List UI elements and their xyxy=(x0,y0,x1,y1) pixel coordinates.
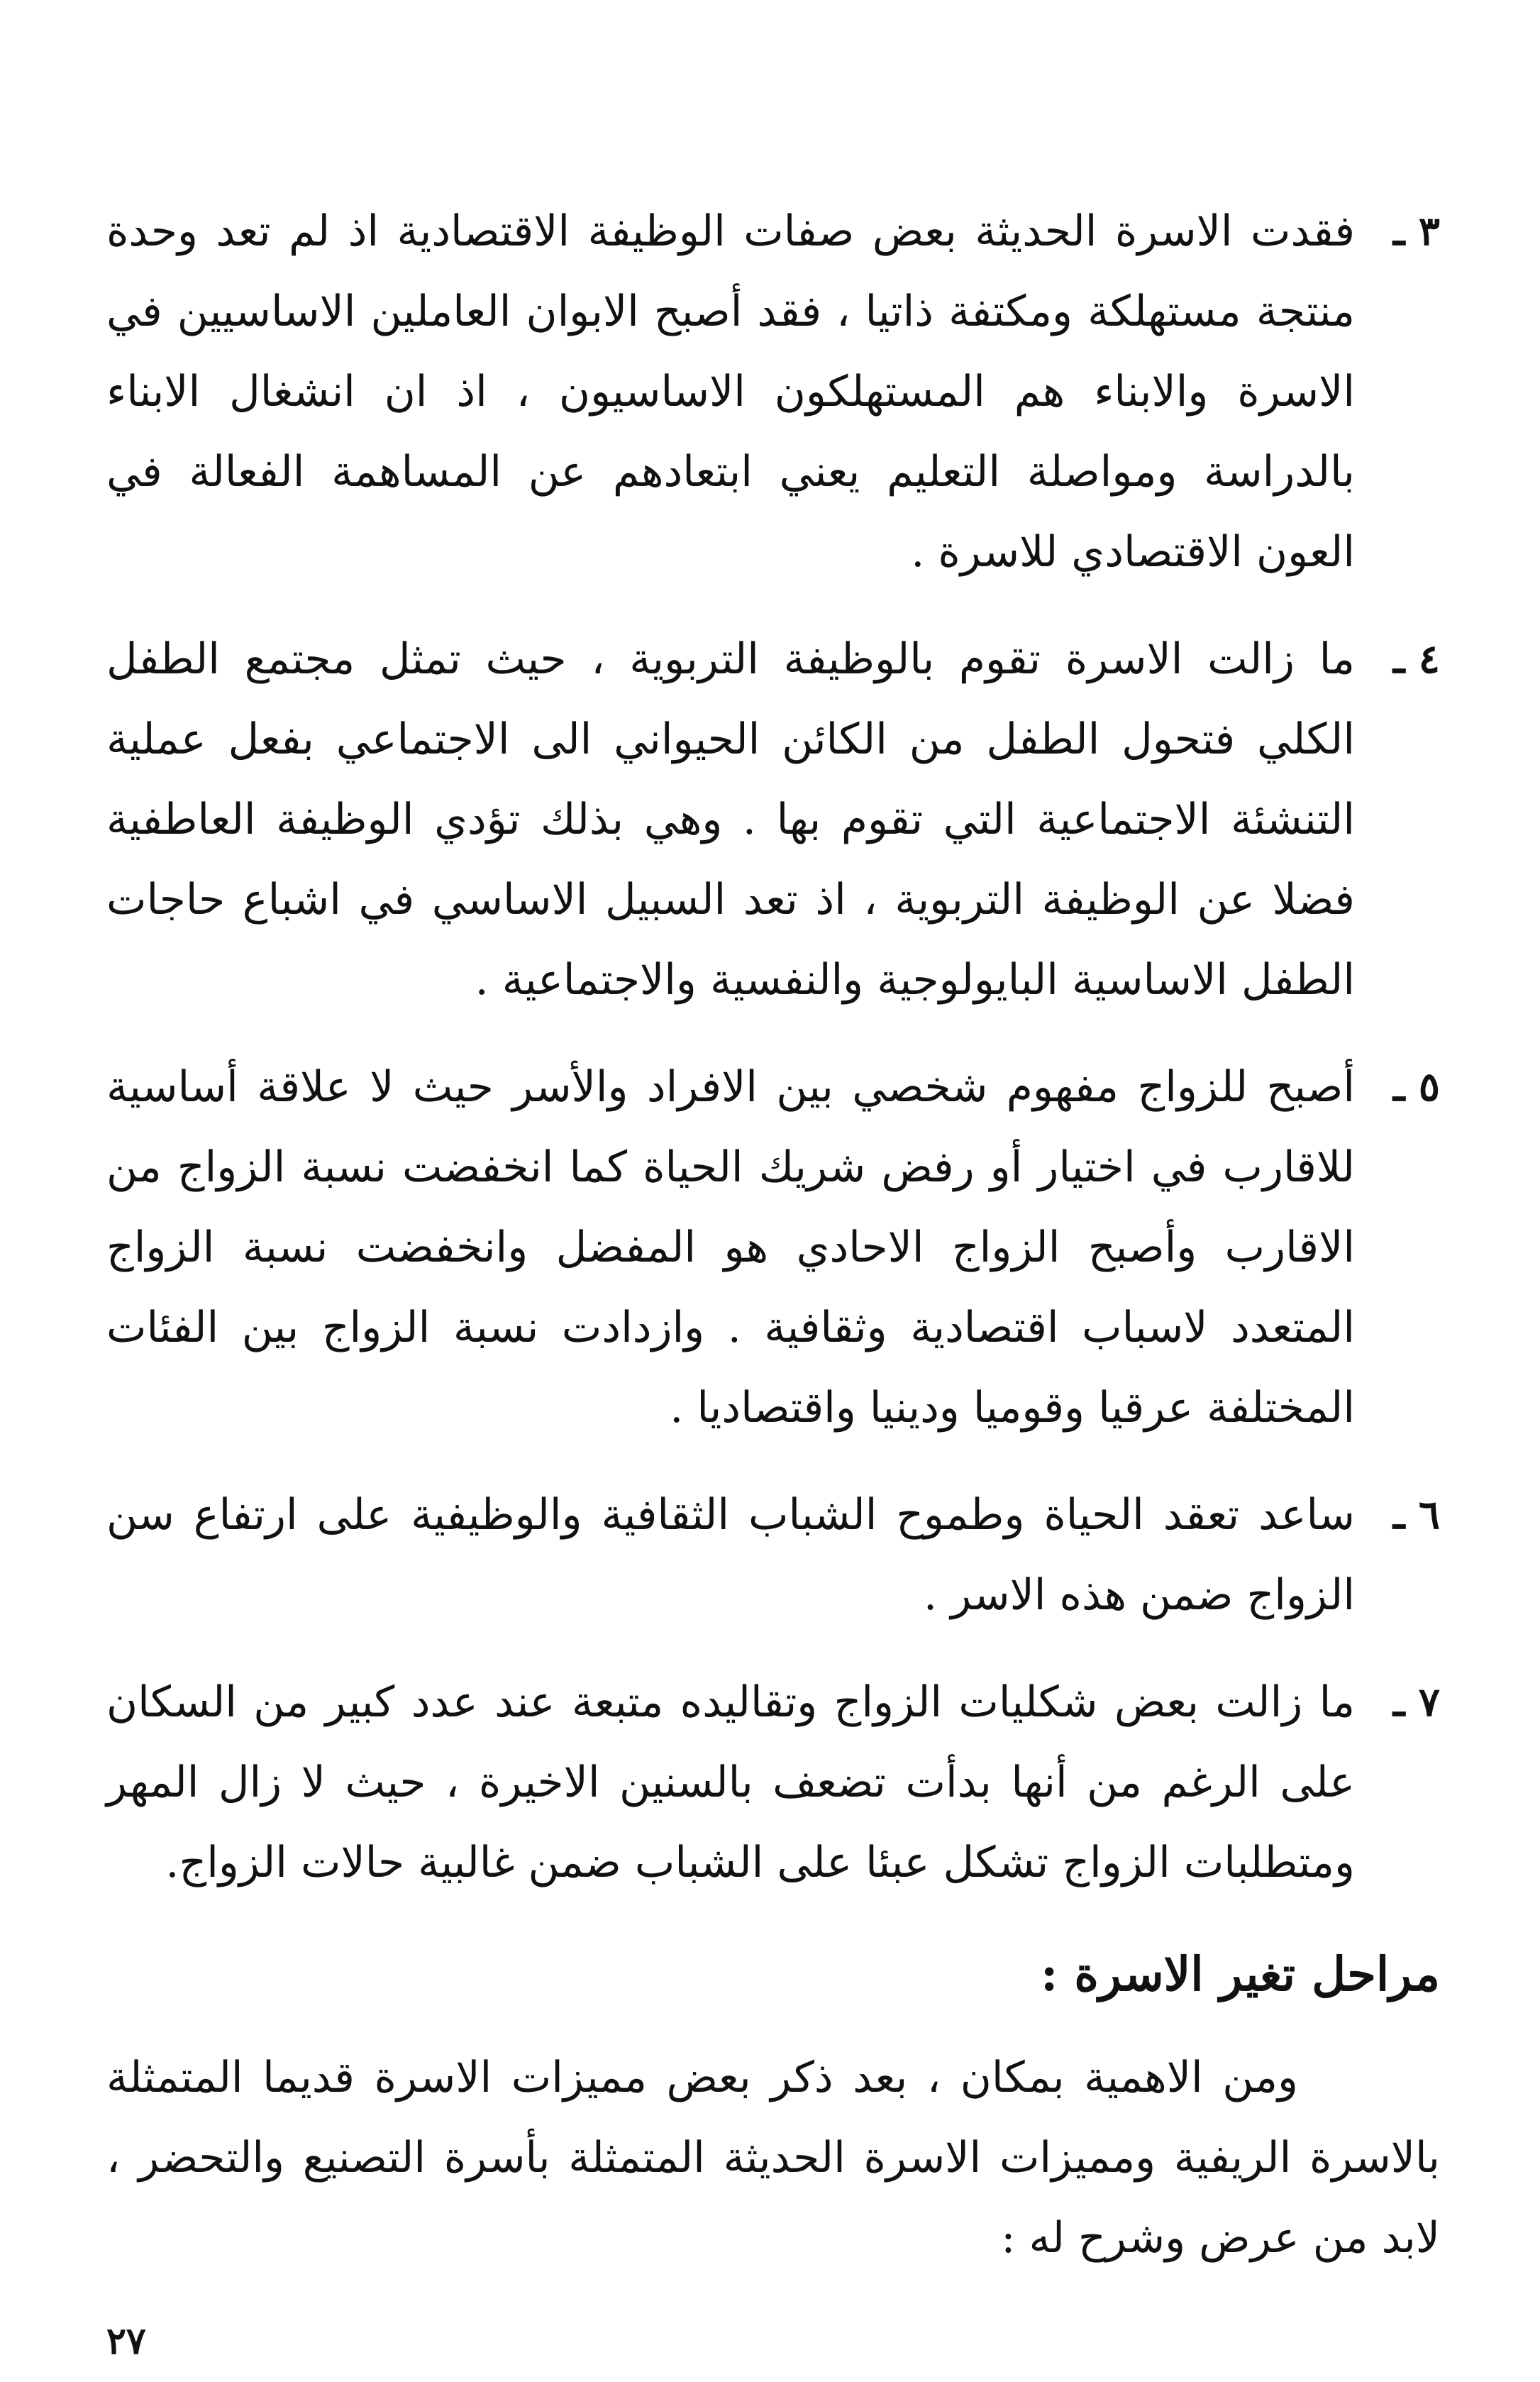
list-item xyxy=(106,1047,1440,1448)
item-number: ٣ ـ xyxy=(1393,208,1440,255)
item-text: ما زالت بعض شكليات الزواج وتقاليده متبعة عند عدد كبير من السكان على الرغم من أنها بدأت تضعف بالسنين الاخيرة ، حيث لا زال المهر ومتطلبات الزواج تشكل عبئا على الشباب ضمن غالبية حالات الزواج. xyxy=(106,1677,1355,1887)
item-number: ٥ ـ xyxy=(1393,1064,1440,1110)
item-number: ٧ ـ xyxy=(1393,1679,1440,1726)
section-paragraph: ومن الاهمية بمكان ، بعد ذكر بعض مميزات الاسرة قديما المتمثلة بالاسرة الريفية ومميزات الاسرة الحديثة المتمثلة بأسرة التصنيع والتحضر ، لابد من عرض وشرح له : xyxy=(106,2053,1440,2263)
list-item xyxy=(106,1475,1440,1636)
list-item xyxy=(106,1663,1440,1903)
page-number: ٢٧ xyxy=(106,2320,146,2363)
item-text: فقدت الاسرة الحديثة بعض صفات الوظيفة الاقتصادية اذ لم تعد وحدة منتجة مستهلكة ومكتفة ذاتيا ، فقد أصبح الابوان العاملين الاساسيين في الاسرة والابناء هم المستهلكون الاساسيون ، اذ ان انشغال الابناء بالدراسة ومواصلة التعليم يعني ابتعادهم عن المساهمة الفعالة في العون الاقتصادي للاسرة . xyxy=(106,206,1355,577)
item-number: ٦ ـ xyxy=(1393,1491,1440,1538)
list-item xyxy=(106,619,1440,1020)
item-text: أصبح للزواج مفهوم شخصي بين الافراد والأسر حيث لا علاقة أساسية للاقارب في اختيار أو رفض شريك الحياة كما انخفضت نسبة الزواج من الاقارب وأصبح الزواج الاحادي هو المفضل وانخفضت نسبة الزواج المتعدد لاسباب اقتصادية وثقافية . وازدادت نسبة الزواج بين الفئات المختلفة عرقيا وقوميا ودينيا واقتصاديا . xyxy=(106,1062,1355,1433)
section-heading: مراحل تغير الاسرة : xyxy=(1041,1946,1440,2002)
page-content xyxy=(106,192,1440,2285)
item-text: ما زالت الاسرة تقوم بالوظيفة التربوية ، حيث تمثل مجتمع الطفل الكلي فتحول الطفل من الكائن الحيواني الى الاجتماعي بفعل عملية التنشئة الاجتماعية التي تقوم بها . وهي بذلك تؤدي الوظيفة العاطفية فضلا عن الوظيفة التربوية ، اذ تعد السبيل الاساسي في اشباع حاجات الطفل الاساسية البايولوجية والنفسية والاجتماعية . xyxy=(106,634,1355,1005)
item-text: ساعد تعقد الحياة وطموح الشباب الثقافية والوظيفية على ارتفاع سن الزواج ضمن هذه الاسر . xyxy=(106,1490,1355,1620)
item-number: ٤ ـ xyxy=(1393,636,1440,683)
list-item xyxy=(106,192,1440,592)
